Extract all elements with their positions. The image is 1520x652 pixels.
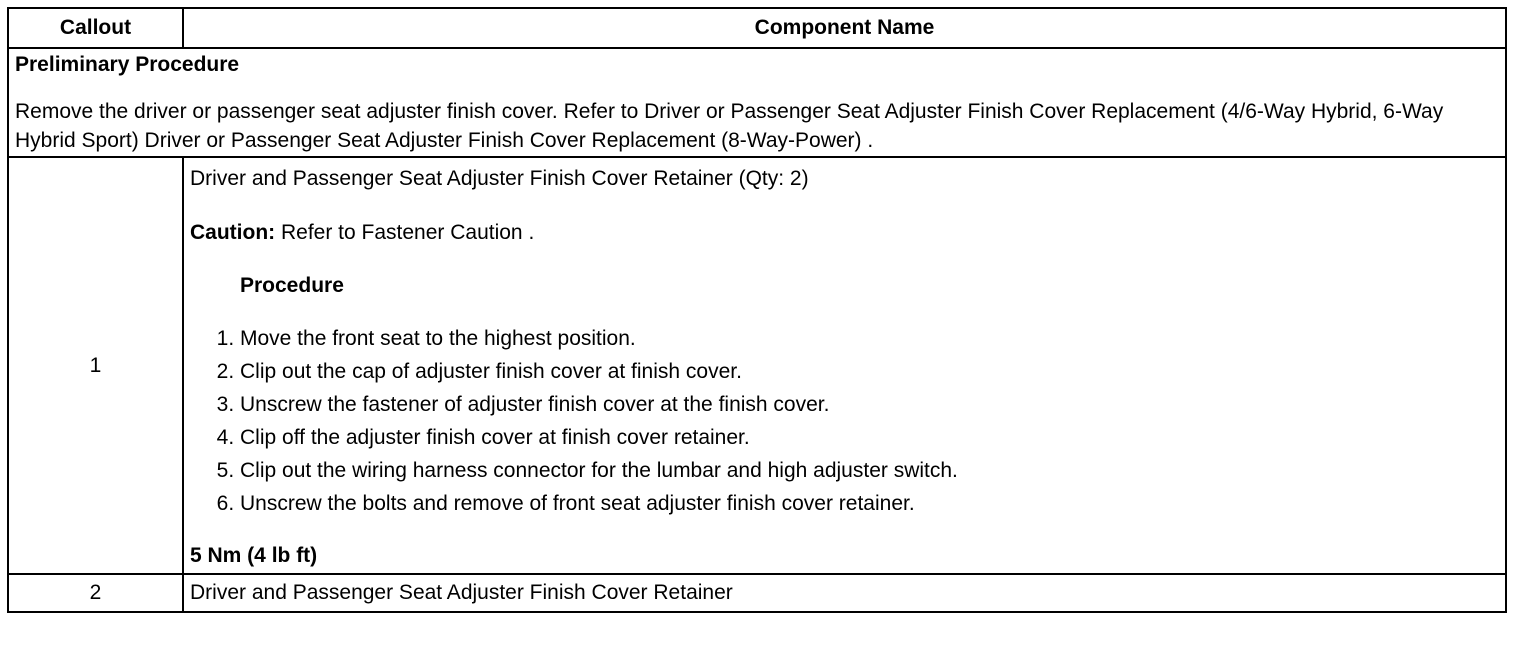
procedure-step: 2. Clip out the cap of adjuster finish cover at finish cover. bbox=[240, 355, 1499, 388]
caution-note bbox=[190, 217, 1499, 249]
caution-text: Refer to Fastener Caution . bbox=[275, 220, 535, 244]
procedure-step: 3. Unscrew the fastener of adjuster finish cover at the finish cover. bbox=[240, 388, 1499, 421]
procedure-step: 5. Clip out the wiring harness connector for the lumbar and high adjuster switch. bbox=[240, 454, 1499, 487]
component-name: Driver and Passenger Seat Adjuster Finish Cover Retainer bbox=[183, 574, 1506, 612]
table-row bbox=[8, 157, 1506, 574]
callout-cell: 1 bbox=[8, 157, 183, 574]
table-row bbox=[8, 574, 1506, 612]
procedure-step: 4. Clip off the adjuster finish cover at finish cover retainer. bbox=[240, 421, 1499, 454]
header-row bbox=[8, 8, 1506, 48]
component-name: Driver and Passenger Seat Adjuster Finish Cover Retainer (Qty: 2) bbox=[190, 167, 809, 191]
preliminary-text: Remove the driver or passenger seat adjuster finish cover. Refer to Driver or Passenger Seat Adjuster Finish Cover Replacement (4/6-Way Hybrid, 6-Way Hybrid Sport) Driver or Passenger Seat Adjuster Finish Cover Replacement (8-Way-Power) . bbox=[15, 99, 1444, 153]
component-cell bbox=[183, 157, 1506, 574]
preliminary-row bbox=[8, 48, 1506, 157]
procedure-steps bbox=[190, 322, 1499, 521]
procedure-step: 6. Unscrew the bolts and remove of front seat adjuster finish cover retainer. bbox=[240, 487, 1499, 520]
callout-cell: 2 bbox=[8, 574, 183, 612]
torque-spec: 5 Nm (4 lb ft) bbox=[190, 543, 318, 567]
component-table bbox=[7, 7, 1507, 613]
procedure-title: Procedure bbox=[240, 274, 344, 298]
callout-header: Callout bbox=[8, 8, 183, 48]
preliminary-cell bbox=[8, 48, 1506, 157]
procedure-step: 1. Move the front seat to the highest position. bbox=[240, 322, 1499, 355]
component-name-header: Component Name bbox=[183, 8, 1506, 48]
caution-label: Caution: bbox=[190, 220, 276, 244]
preliminary-title: Preliminary Procedure bbox=[15, 53, 240, 76]
